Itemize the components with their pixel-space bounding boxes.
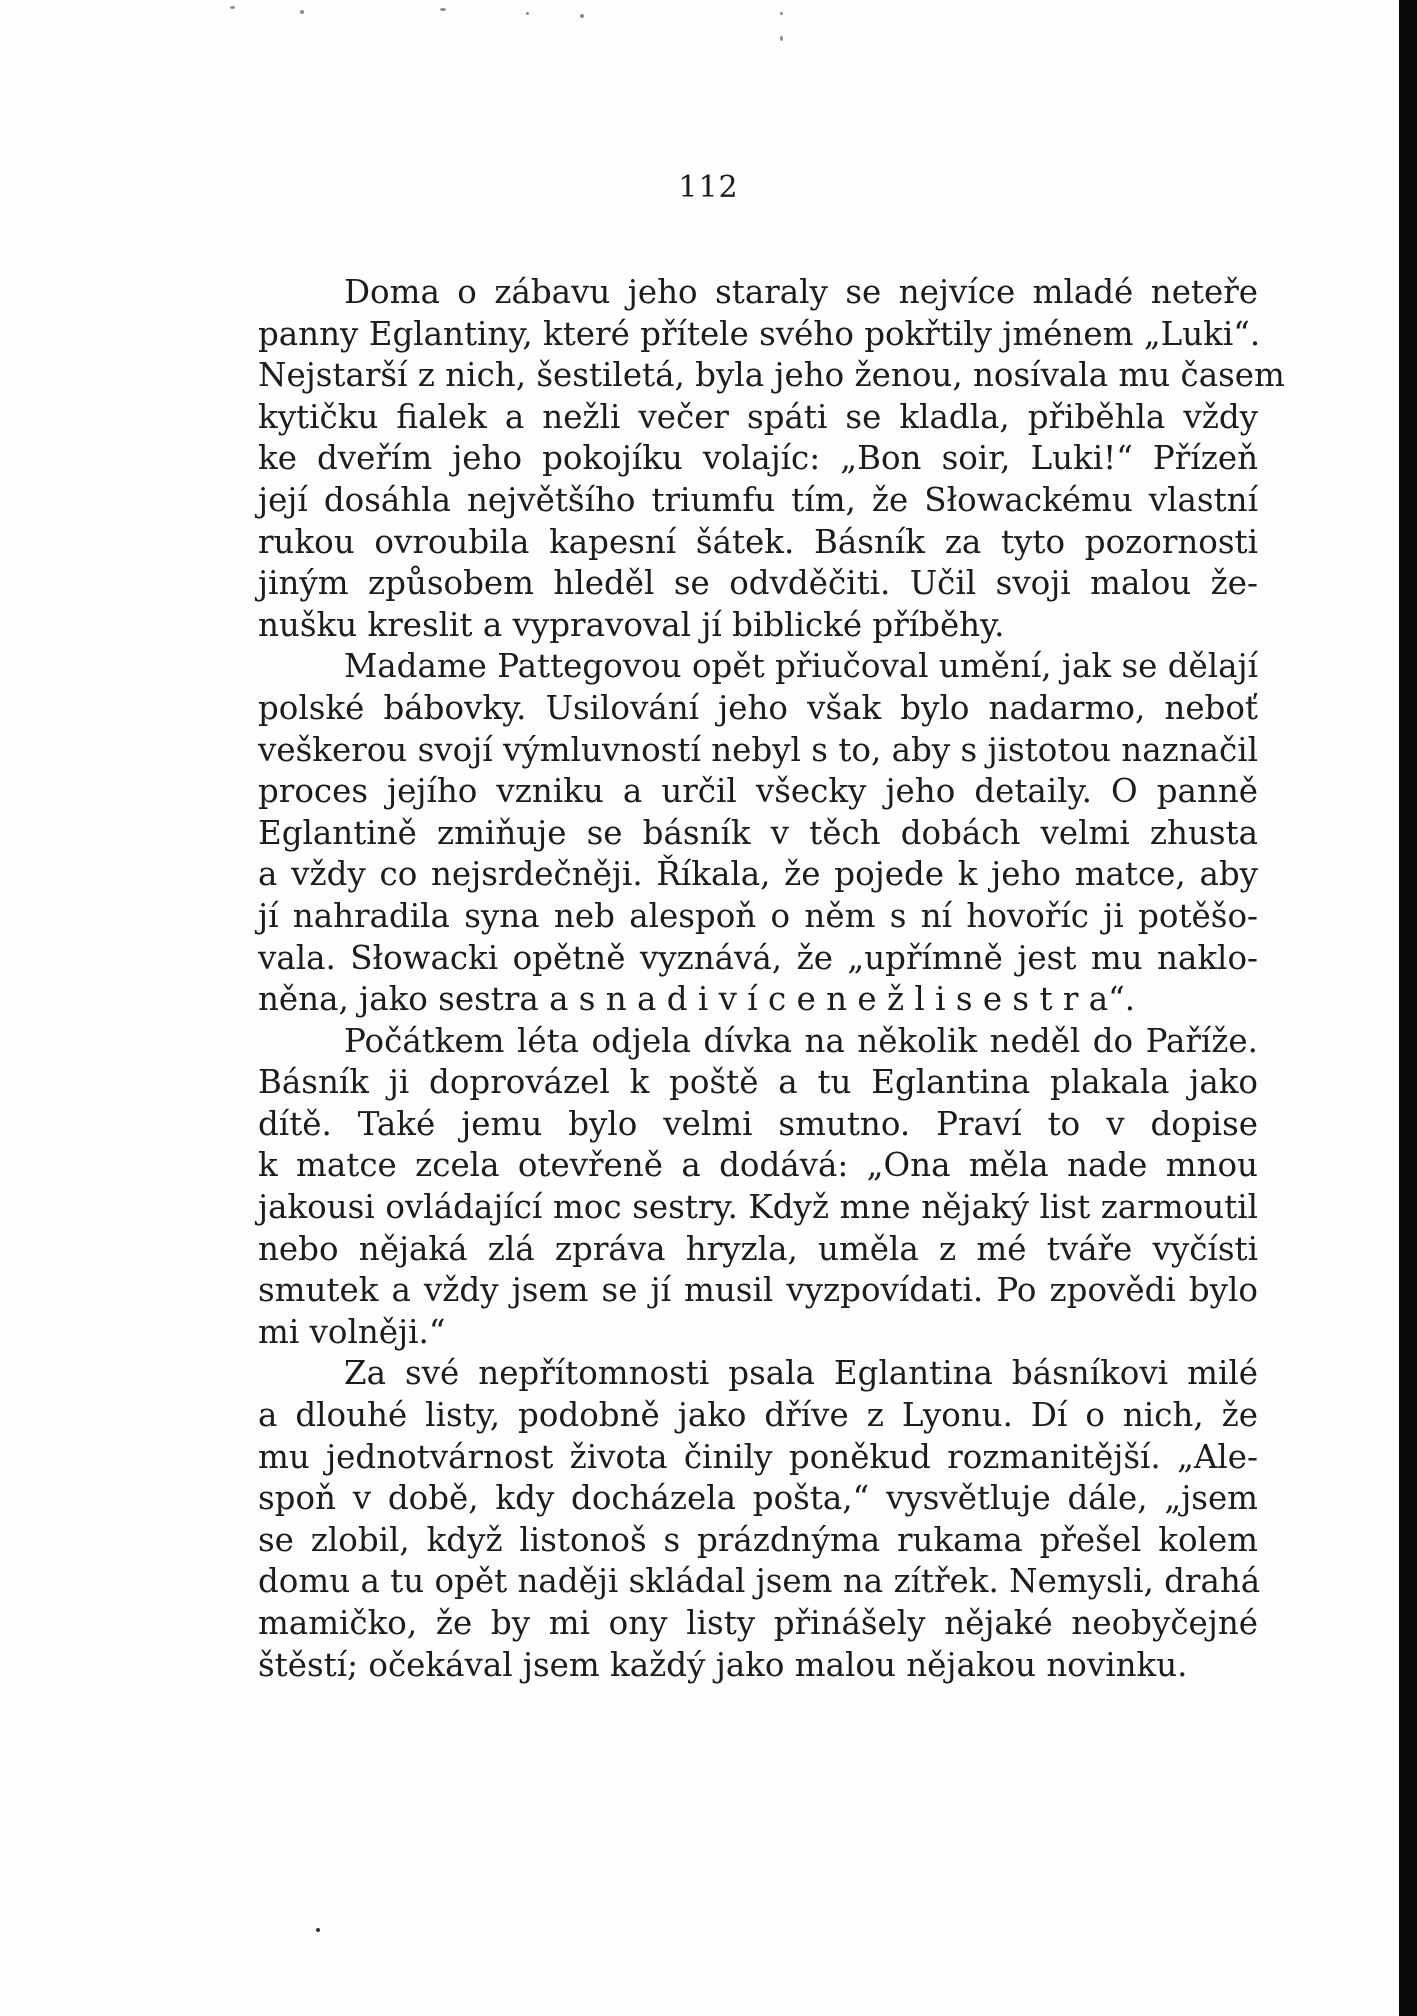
text-line: a dlouhé listy, podobně jako dříve z Lyonu. Dí o nich, že (258, 1396, 1258, 1435)
text-line: Doma o zábavu jeho staraly se nejvíce mladé neteře (344, 273, 1258, 311)
text-line: panny Eglantiny, které přítele svého pokřtily jménem „Luki“. (258, 314, 1261, 353)
text-line: Počátkem léta odjela dívka na několik neděl do Paříže. (344, 1021, 1258, 1060)
text-line: kytičku fialek a nežli večer spáti se kladla, přiběhla vždy (258, 397, 1258, 436)
text-line: mamičko, že by mi ony listy přinášely nějaké neobyčejné (258, 1604, 1258, 1642)
page-number: 112 (678, 170, 739, 205)
text-line: se zlobil, když listonoš s prázdnýma rukama přešel kolem (258, 1520, 1258, 1559)
page-edge-shadow (1399, 0, 1417, 2016)
text-line: a vždy co nejsrdečněji. Říkala, že pojede k jeho matce, aby (258, 855, 1258, 894)
text-line: mi volněji.“ (258, 1312, 446, 1351)
text-line: spoň v době, kdy docházela pošta,“ vysvětluje dále, „jsem (258, 1479, 1258, 1518)
text-line: jí nahradila syna neb alespoň o něm s ní hovoříc ji potěšo- (258, 896, 1258, 935)
text-line: polské bábovky. Usilování jeho však bylo nadarmo, neboť (258, 688, 1258, 727)
text-line: nebo nějaká zlá zpráva hryzla, uměla z mé tváře vyčísti (258, 1229, 1258, 1268)
text-line: nušku kreslit a vypravoval jí biblické příběhy. (258, 605, 1005, 644)
text-line: mu jednotvárnost života činily poněkud rozmanitější. „Ale- (258, 1437, 1258, 1476)
text-line: veškerou svojí výmluvností nebyl s to, aby s jistotou naznačil (258, 730, 1258, 769)
text-line: jiným způsobem hleděl se odvděčiti. Učil svoji malou že- (258, 564, 1258, 603)
text-line: něna, jako sestra a s n a d i v í c e n e ž l i s e s t r a“. (258, 980, 1136, 1019)
text-line: k matce zcela otevřeně a dodává: „Ona měla nade mnou (258, 1146, 1258, 1185)
text-line: Madame Pattegovou opět přiučoval umění, jak se dělají (344, 647, 1258, 686)
text-line: domu a tu opět naději skládal jsem na zítřek. Nemysli, drahá (258, 1562, 1261, 1601)
text-line: proces jejího vzniku a určil všecky jeho detaily. O panně (258, 772, 1258, 811)
text-line: Eglantině zmiňuje se básník v těch dobách velmi zhusta (258, 813, 1258, 852)
text-line: jakousi ovládající moc sestry. Když mne nějaký list zarmoutil (258, 1188, 1258, 1227)
text-line: smutek a vždy jsem se jí musil vyzpovídati. Po zpovědi bylo (258, 1271, 1258, 1310)
text-line: štěstí; očekával jsem každý jako malou nějakou novinku. (258, 1645, 1188, 1684)
scan-specks (140, 0, 1040, 28)
text-line: Nejstarší z nich, šestiletá, byla jeho ženou, nosívala mu časem (258, 356, 1285, 395)
body-text (258, 272, 1285, 1686)
text-line: její dosáhla největšího triumfu tím, že Słowackému vlastní (258, 480, 1258, 519)
text-line: Za své nepřítomnosti psala Eglantina básníkovi milé (344, 1354, 1258, 1393)
text-line: ke dveřím jeho pokojíku volajíc: „Bon soir, Luki!“ Přízeň (258, 439, 1258, 478)
text-line: rukou ovroubila kapesní šátek. Básník za tyto pozornosti (258, 522, 1258, 561)
text-line: dítě. Také jemu bylo velmi smutno. Praví to v dopise (258, 1104, 1258, 1143)
scan-speck (316, 1928, 320, 1932)
text-line: vala. Słowacki opětně vyznává, že „upřímně jest mu naklo- (258, 938, 1258, 977)
text-line: Básník ji doprovázel k poště a tu Eglantina plakala jako (258, 1063, 1258, 1102)
